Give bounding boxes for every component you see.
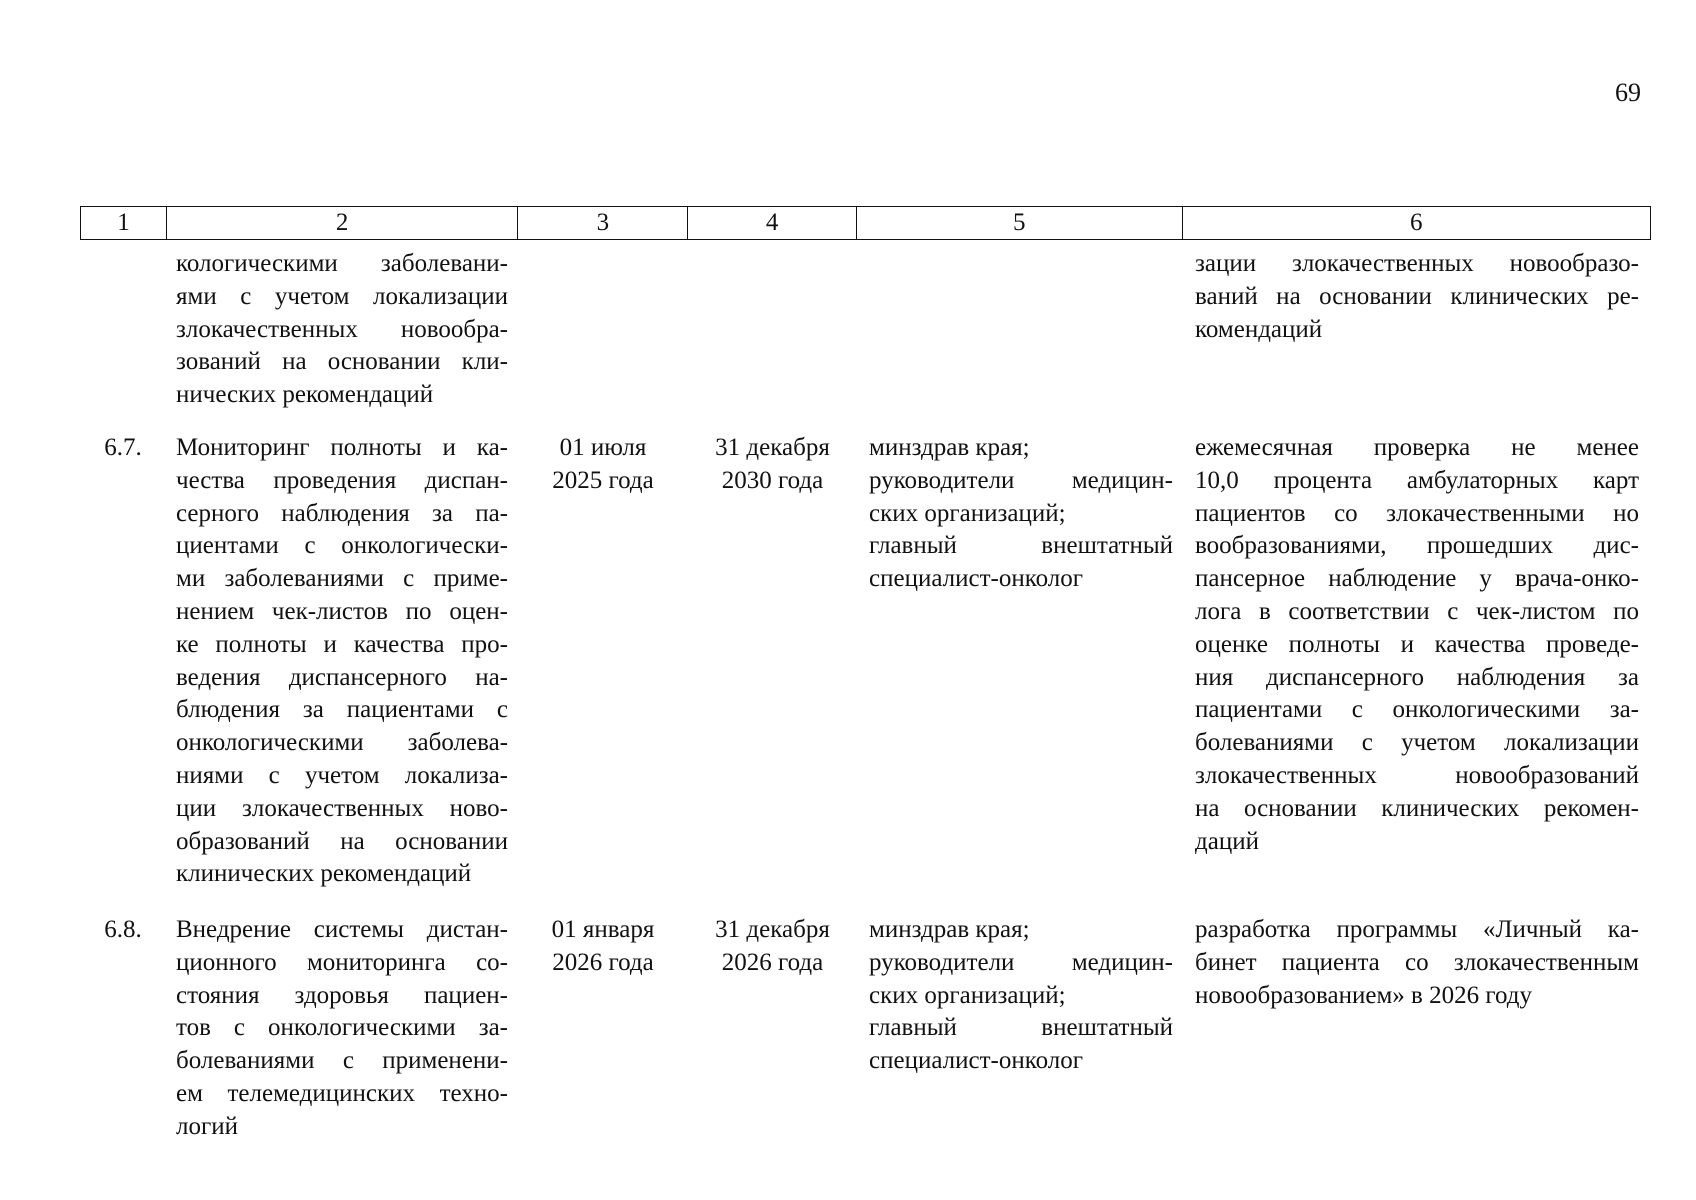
text-line: разработка программы «Личный ка-: [1195, 916, 1639, 943]
start-date-line: 01 января: [551, 916, 655, 943]
text-line: 10,0 процента амбулаторных карт: [1195, 466, 1639, 494]
header-col-5: 5: [857, 207, 1183, 239]
text-line: Внедрение системы дистан-: [176, 916, 508, 943]
cell-start: [518, 248, 688, 412]
text-line: оценке полноты и качества проведе-: [1195, 630, 1639, 658]
text-line: вообразованиями, прошедших дис-: [1195, 532, 1639, 560]
text-line: руководители медицин-: [869, 948, 1173, 976]
text-line: злокачественных новообразований: [1195, 761, 1639, 789]
text-line: ем телемедицинских техно-: [176, 1079, 508, 1107]
cell-measure: [166, 914, 518, 1144]
text-line: стояния здоровья пациен-: [176, 981, 508, 1009]
text-line: комендаций: [1195, 315, 1323, 343]
text-line: серного наблюдения за па-: [176, 499, 508, 527]
cell-end: [688, 432, 857, 891]
text-line: специалист-онколог: [869, 565, 1084, 593]
text-line: ведения диспансерного на-: [176, 663, 508, 691]
text-line: ваний на основании клинических ре-: [1195, 282, 1639, 310]
header-col-2: 2: [167, 207, 519, 239]
table-row: [80, 914, 1651, 1144]
cell-responsible: [857, 432, 1183, 891]
start-date-line: 2026 года: [552, 948, 654, 976]
text-line: злокачественных новообра-: [176, 315, 508, 343]
text-line: на основании клинических рекомен-: [1195, 794, 1639, 822]
header-col-6: 6: [1410, 209, 1423, 236]
cell-num: [80, 248, 166, 412]
cell-end: [688, 914, 857, 1144]
table-header: [80, 206, 1651, 240]
text-line: пациентов со злокачественными но: [1195, 499, 1639, 527]
text-line: ских организаций;: [869, 981, 1066, 1009]
text-line: тов с онкологическими за-: [176, 1014, 508, 1042]
text-line: руководители медицин-: [869, 466, 1173, 494]
page-number: 69: [1615, 78, 1641, 107]
table-row-continuation: [80, 248, 1651, 412]
text-line: лога в соответствии с чек-листом по: [1195, 597, 1639, 625]
text-line: зований на основании кли-: [176, 348, 508, 376]
text-line: логий: [176, 1112, 238, 1140]
text-line: чества проведения диспан-: [176, 466, 508, 494]
text-line: специалист-онколог: [869, 1047, 1084, 1075]
end-date-line: 2026 года: [721, 948, 824, 976]
text-line: онкологическими заболева-: [176, 729, 508, 757]
text-line: болеваниями с учетом локализации: [1195, 729, 1639, 757]
text-line: ния диспансерного наблюдения за: [1195, 663, 1639, 691]
cell-result: [1183, 432, 1651, 891]
text-line: бинет пациента со злокачественным: [1195, 948, 1639, 976]
end-date-line: 31 декабря: [715, 916, 830, 943]
text-line: главный внештатный: [869, 1014, 1173, 1042]
text-line: пациентами с онкологическими за-: [1195, 696, 1639, 724]
text-line: даций: [1195, 827, 1259, 855]
text-line: нических рекомендаций: [176, 381, 434, 409]
table-row: [80, 432, 1651, 891]
cell-measure: [166, 432, 518, 891]
text-line: ке полноты и качества про-: [176, 630, 508, 658]
text-line: Мониторинг полноты и ка-: [176, 434, 508, 461]
cell-result: [1183, 914, 1651, 1144]
row-number: 6.8.: [104, 916, 142, 943]
header-col-4: 4: [688, 207, 857, 239]
text-line: ционного мониторинга со-: [176, 948, 508, 976]
text-line: клинических рекомендаций: [176, 860, 472, 888]
text-line: нением чек-листов по оцен-: [176, 597, 508, 625]
row-number: 6.7.: [104, 434, 142, 461]
text-line: ями с учетом локализации: [176, 282, 508, 310]
text-line: образований на основании: [176, 827, 508, 855]
header-col-1: 1: [81, 207, 167, 239]
header-col-3: 3: [518, 207, 688, 239]
cell-result: [1183, 248, 1651, 412]
text-line: ниями с учетом локализа-: [176, 761, 508, 789]
text-line: кологическими заболевани-: [176, 250, 508, 277]
text-line: блюдения за пациентами с: [176, 696, 508, 724]
cell-responsible: [857, 248, 1183, 412]
text-line: циентами с онкологически-: [176, 532, 508, 560]
text-line: зации злокачественных новообразо-: [1195, 250, 1639, 277]
start-date-line: 01 июля: [559, 434, 647, 461]
text-line: ции злокачественных ново-: [176, 794, 508, 822]
cell-start: [518, 432, 688, 891]
text-line: новообразованием» в 2026 году: [1195, 981, 1532, 1009]
text-line: минздрав края;: [869, 916, 1030, 943]
text-line: ежемесячная проверка не менее: [1195, 434, 1639, 461]
cell-start: [518, 914, 688, 1144]
text-line: минздрав края;: [869, 434, 1030, 461]
cell-end: [688, 248, 857, 412]
cell-responsible: [857, 914, 1183, 1144]
cell-measure: [166, 248, 518, 412]
text-line: главный внештатный: [869, 532, 1173, 560]
text-line: ми заболеваниями с приме-: [176, 565, 508, 593]
text-line: болеваниями с применени-: [176, 1047, 508, 1075]
end-date-line: 31 декабря: [715, 434, 830, 461]
end-date-line: 2030 года: [721, 466, 824, 494]
text-line: пансерное наблюдение у врача-онко-: [1195, 565, 1639, 593]
start-date-line: 2025 года: [552, 466, 654, 494]
text-line: ских организаций;: [869, 499, 1066, 527]
